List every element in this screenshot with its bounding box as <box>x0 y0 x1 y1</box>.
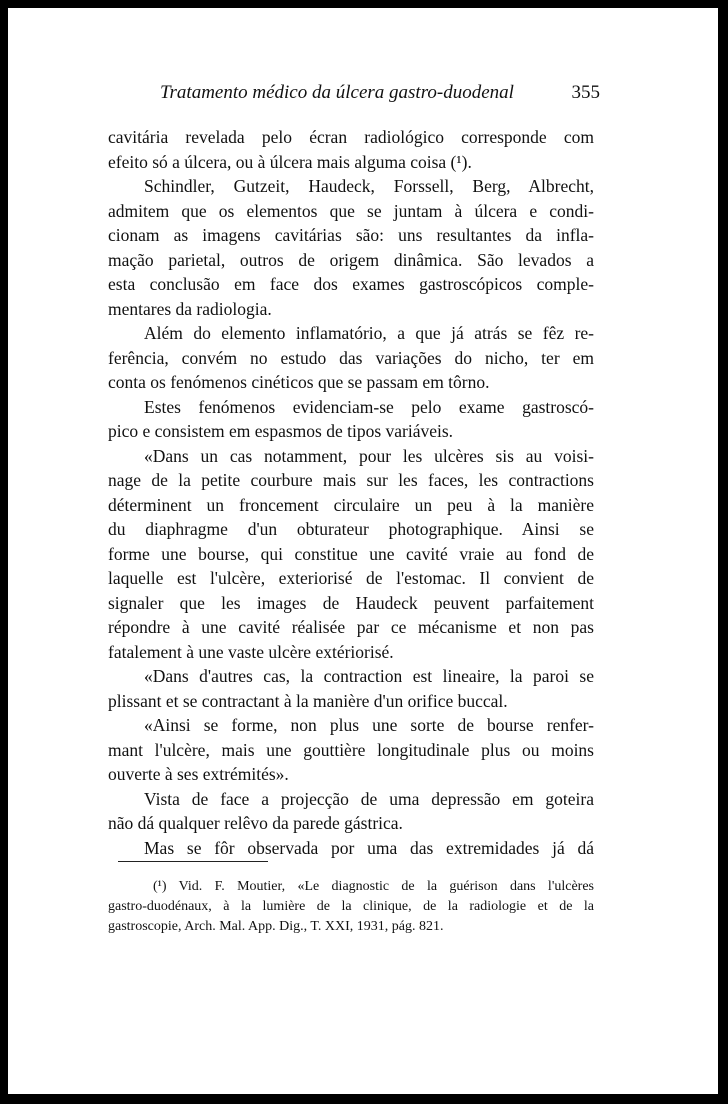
text-line: não dá qualquer relêvo da parede gástrica. <box>108 813 403 833</box>
text-line: nage de la petite courbure mais sur les faces, les contractions <box>108 470 594 490</box>
footnote-rule <box>118 861 268 862</box>
text-line: déterminent un froncement circulaire un peu à la manière <box>108 494 594 515</box>
text-line: ouverte à ses extrémités». <box>108 764 289 784</box>
text-line: signaler que les images de Haudeck peuvent parfaitement <box>108 592 594 613</box>
page-number: 355 <box>571 82 600 103</box>
running-head <box>160 81 610 105</box>
book-page <box>8 8 718 1094</box>
text-line: esta conclusão em face dos exames gastroscópicos comple- <box>108 274 594 294</box>
footnote-line: gastro-duodénaux, à la lumière de la clinique, de la radiologie et de la <box>108 899 594 914</box>
text-line: mant l'ulcère, mais une gouttière longitudinale plus ou moins <box>108 739 594 760</box>
text-line: Schindler, Gutzeit, Haudeck, Forssell, Berg, Albrecht, <box>144 176 594 196</box>
text-line: Além do elemento inflamatório, a que já atrás se fêz re- <box>144 323 594 343</box>
text-line: fatalement à une vaste ulcère extériorisé. <box>108 641 394 662</box>
text-line: pico e consistem em espasmos de tipos variáveis. <box>108 421 454 441</box>
text-line: Vista de face a projecção de uma depressão em goteira <box>144 788 594 809</box>
text-line: forme une bourse, qui constitue une cavité vraie au fond de <box>108 543 594 564</box>
text-line: Mas se fôr observada por uma das extremidades já dá <box>144 837 594 858</box>
text-line: cavitária revelada pelo écran radiológico corresponde com <box>108 127 594 147</box>
running-title: Tratamento médico da úlcera gastro-duodenal <box>160 82 514 103</box>
text-line: Estes fenómenos evidenciam-se pelo exame gastroscó- <box>144 396 594 417</box>
text-line: répondre à une cavité réalisée par ce mécanisme et non pas <box>108 617 594 637</box>
text-line: «Dans d'autres cas, la contraction est lineaire, la paroi se <box>144 666 594 686</box>
text-line: conta os fenómenos cinéticos que se passam em tôrno. <box>108 372 490 392</box>
footnote-line: gastroscopie, Arch. Mal. App. Dig., T. XXI, 1931, pág. 821. <box>108 919 444 934</box>
footnotes <box>108 877 594 937</box>
text-line: du diaphragme d'un obturateur photographique. Ainsi se <box>108 519 594 539</box>
text-line: admitem que os elementos que se juntam à úlcera e condi- <box>108 200 594 221</box>
text-line: mentares da radiologia. <box>108 298 272 319</box>
body-text <box>108 125 594 860</box>
text-line: «Ainsi se forme, non plus une sorte de bourse renfer- <box>144 715 594 735</box>
footnote-line: (¹) Vid. F. Moutier, «Le diagnostic de la guérison dans l'ulcères <box>153 879 594 894</box>
text-line: ferência, convém no estudo das variações do nicho, ter em <box>108 347 594 368</box>
text-line: plissant et se contractant à la manière d'un orifice buccal. <box>108 690 508 711</box>
text-line: mação parietal, outros de origem dinâmica. São levados a <box>108 249 594 270</box>
text-line: efeito só a úlcera, ou à úlcera mais alguma coisa (¹). <box>108 151 472 172</box>
text-line: laquelle est l'ulcère, exteriorisé de l'estomac. Il convient de <box>108 568 594 588</box>
text-line: cionam as imagens cavitárias são: uns resultantes da infla- <box>108 225 594 245</box>
text-line: «Dans un cas notamment, pour les ulcères sis au voisi- <box>144 445 594 466</box>
